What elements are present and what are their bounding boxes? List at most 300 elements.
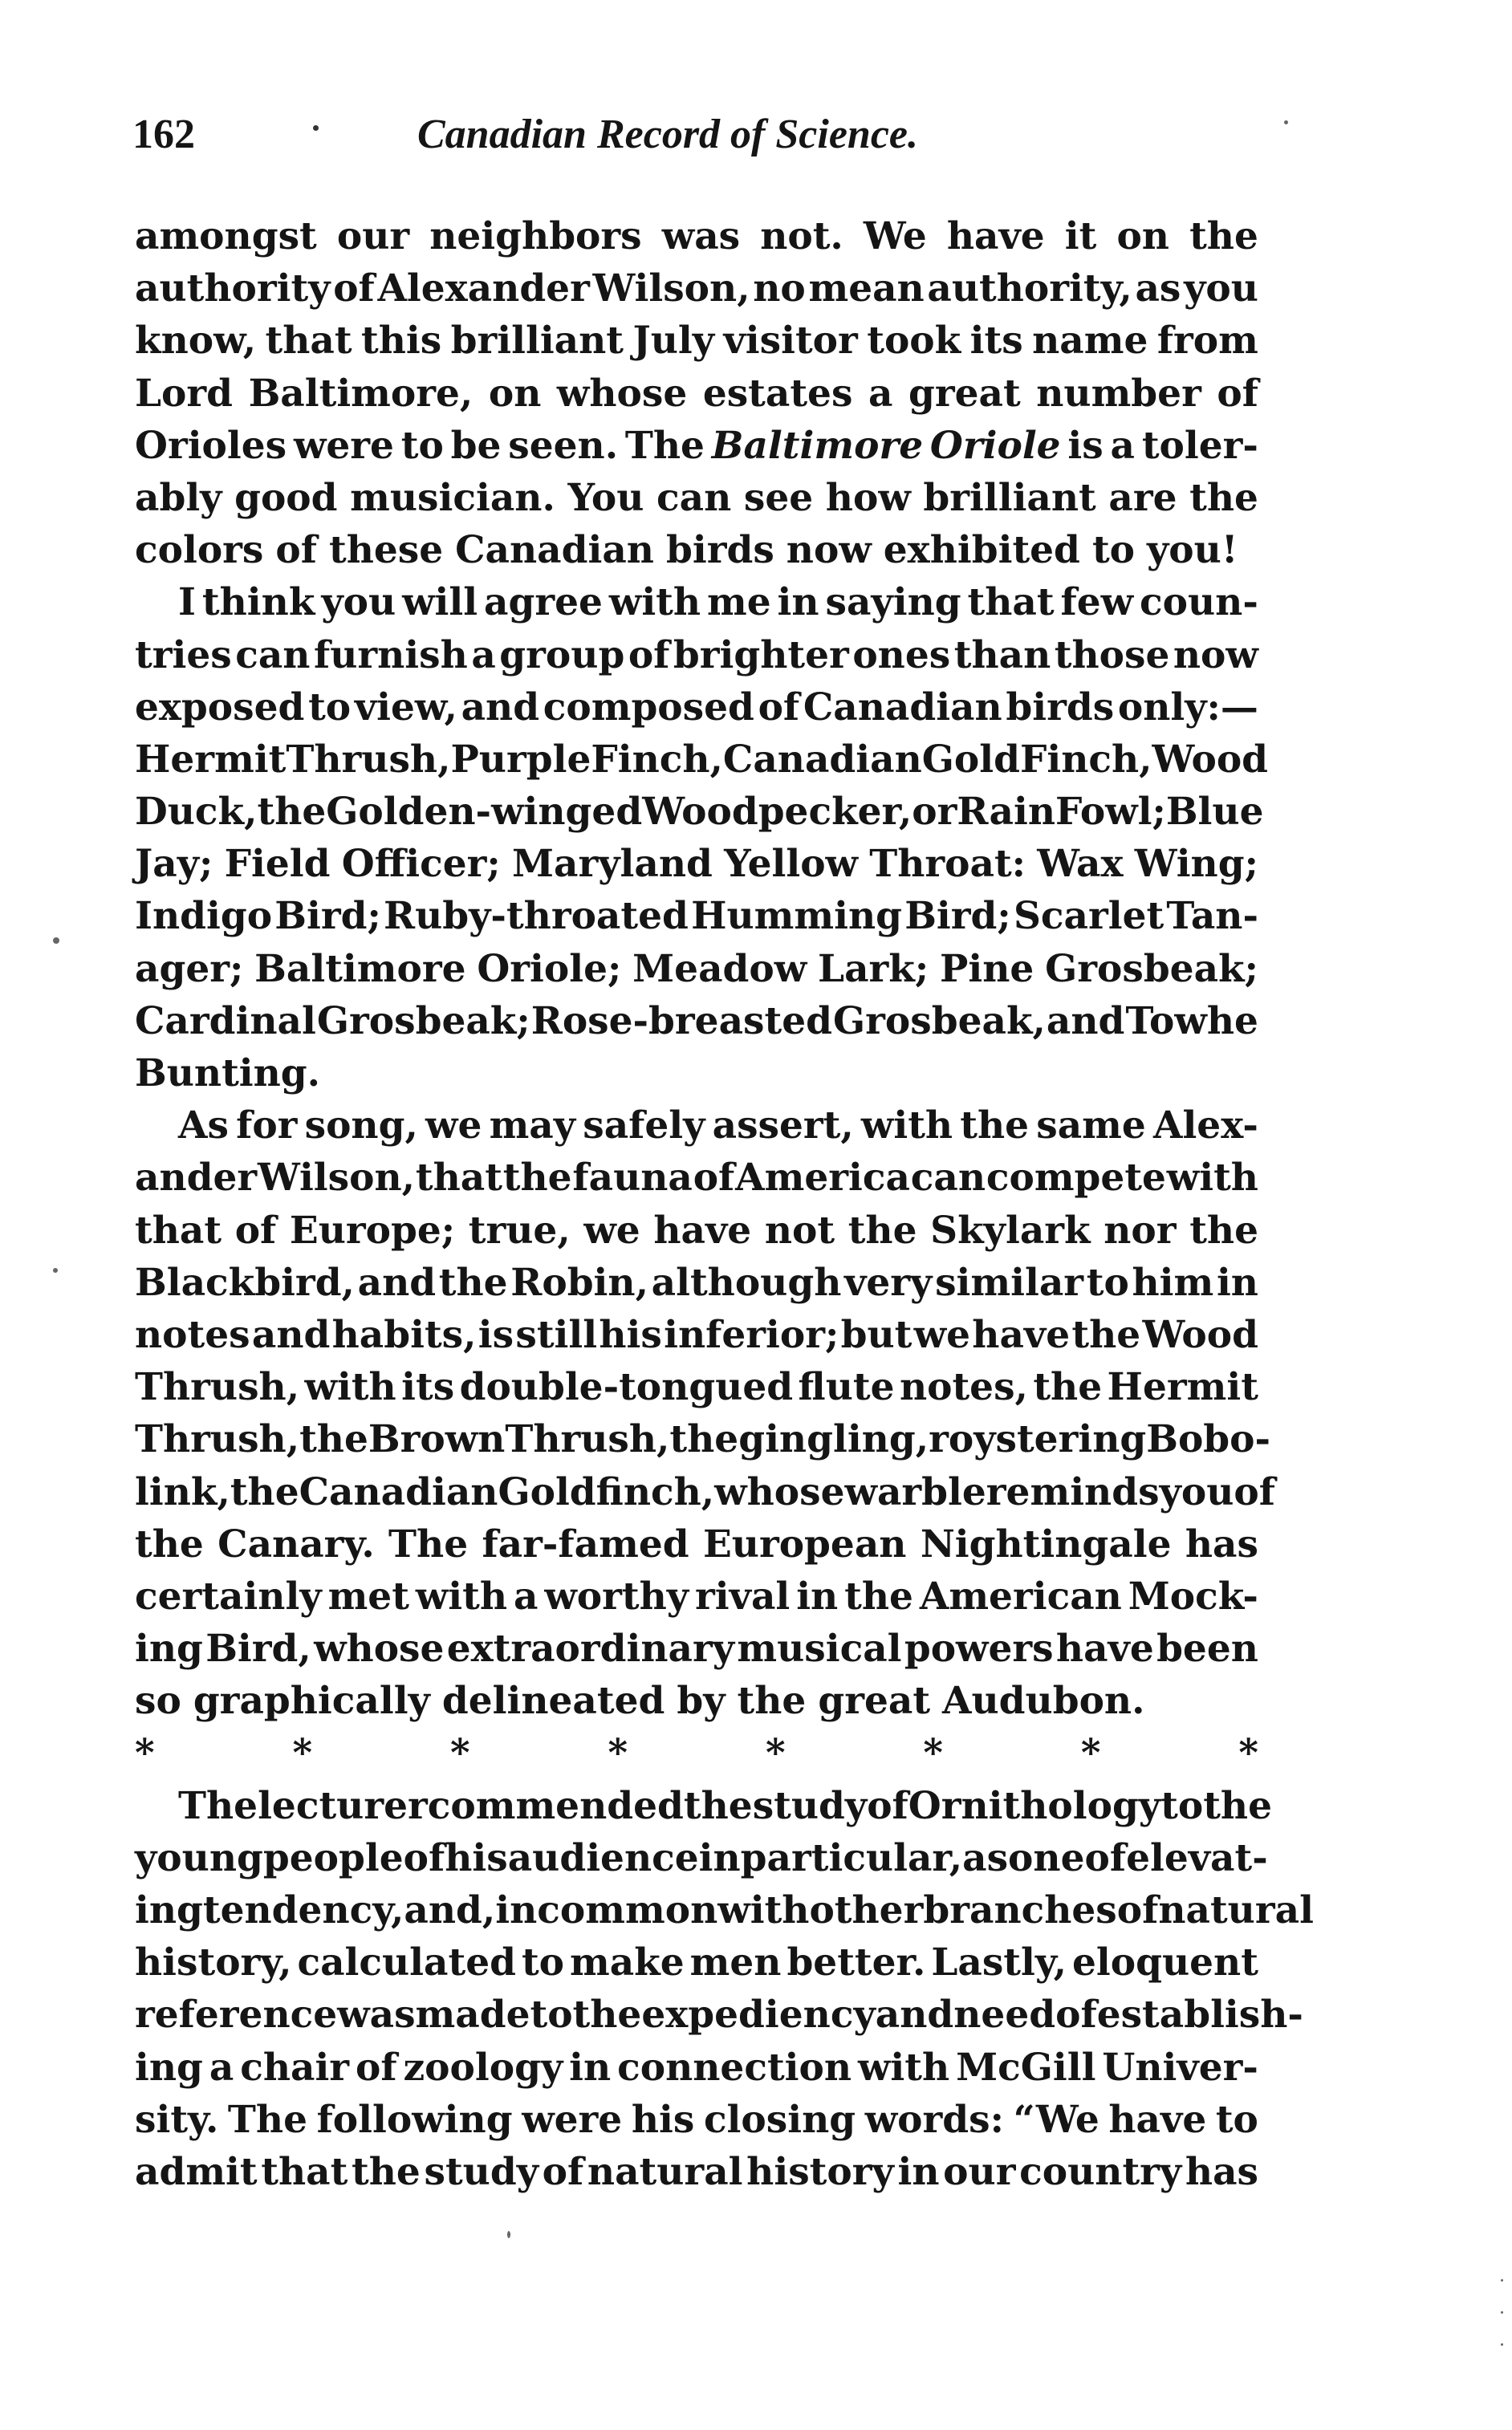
word: from xyxy=(1156,319,1258,364)
word: Canadian xyxy=(299,1469,498,1514)
word: young xyxy=(135,1835,263,1880)
word: will xyxy=(402,580,478,625)
word: Bunting. xyxy=(135,1051,321,1095)
word: Field xyxy=(224,842,331,887)
word: Tan- xyxy=(1166,894,1258,939)
word: its xyxy=(969,319,1023,364)
word: Lark; xyxy=(818,946,929,991)
word: exhibited xyxy=(883,528,1080,573)
word: Bird; xyxy=(274,894,381,939)
word: delineated xyxy=(441,1679,665,1724)
running-title: Canadian Record of Science. xyxy=(417,112,918,157)
word: you! xyxy=(1147,528,1238,573)
word: graphically xyxy=(193,1679,430,1724)
word: the xyxy=(669,1417,739,1462)
word: a xyxy=(209,2045,234,2090)
word: Wax xyxy=(1037,842,1124,887)
word: the xyxy=(960,1103,1030,1148)
scan-speck xyxy=(1501,2311,1503,2314)
word: name xyxy=(1032,319,1148,364)
word: Gold xyxy=(921,737,1020,782)
word: but xyxy=(840,1312,912,1357)
word: chair xyxy=(240,2045,350,2090)
word: the xyxy=(1189,214,1258,258)
word: with xyxy=(717,1888,810,1932)
word: was xyxy=(661,214,741,258)
word: double-tongued xyxy=(459,1365,794,1410)
separator-asterisk: * xyxy=(1080,1731,1101,1776)
word: think xyxy=(201,580,315,625)
word: of xyxy=(693,1156,735,1201)
scan-speck xyxy=(507,2231,510,2238)
word: Orioles xyxy=(135,423,287,468)
word: Robin, xyxy=(510,1260,648,1305)
word: furnish xyxy=(313,632,468,677)
word: far-famed xyxy=(482,1522,689,1566)
word: lecturer xyxy=(258,1783,428,1828)
word: Canadian xyxy=(803,685,1002,729)
word: than xyxy=(953,632,1051,677)
text-line xyxy=(135,1832,1268,1884)
word: we xyxy=(913,1312,971,1357)
word: those xyxy=(1054,632,1170,677)
word: has xyxy=(1185,2149,1258,2194)
word: know, xyxy=(135,319,257,364)
word: Rose-breasted xyxy=(530,998,832,1043)
word: with xyxy=(860,1103,953,1148)
word: Blue xyxy=(1165,790,1264,835)
word: in xyxy=(897,2149,940,2194)
separator-asterisk: * xyxy=(608,1731,628,1776)
word: have xyxy=(1108,2097,1207,2142)
word: gingling, xyxy=(738,1417,929,1462)
word: Fowl; xyxy=(1055,790,1166,835)
word: great xyxy=(908,371,1021,416)
word: estates xyxy=(702,371,853,416)
word: Europe; xyxy=(289,1208,456,1253)
word: flute xyxy=(798,1365,895,1410)
word: although xyxy=(651,1260,842,1305)
word: its xyxy=(401,1365,455,1410)
word: nor xyxy=(1104,1208,1177,1253)
word: of xyxy=(275,528,317,573)
word: Wood xyxy=(1152,737,1269,782)
word: Lord xyxy=(135,371,234,416)
word: tendency, xyxy=(202,1888,404,1932)
text-line xyxy=(135,1518,1258,1571)
word: his xyxy=(599,1312,662,1357)
text-line xyxy=(135,210,1258,262)
word: Finch, xyxy=(1019,737,1152,782)
text-line xyxy=(135,1466,1275,1518)
word: of xyxy=(758,685,800,729)
word: the xyxy=(352,2149,421,2194)
word: Cardinal xyxy=(135,998,316,1043)
word: The xyxy=(227,2097,307,2142)
text-line xyxy=(135,1780,1272,1832)
word: have xyxy=(1055,1627,1154,1672)
word: that xyxy=(415,1156,502,1201)
word: we xyxy=(583,1208,640,1253)
word: people xyxy=(262,1835,404,1880)
word: to xyxy=(400,423,444,468)
text-line xyxy=(135,2146,1258,2198)
text-line xyxy=(135,838,1258,890)
word: Blackbird, xyxy=(135,1260,355,1305)
text-line xyxy=(135,1257,1258,1309)
word: Baltimore, xyxy=(248,371,474,416)
word: Rain xyxy=(957,790,1056,835)
word: Oriole xyxy=(929,423,1061,468)
word: Grosbeak; xyxy=(316,998,530,1043)
word: Finch, xyxy=(591,737,723,782)
word: were xyxy=(522,2097,623,2142)
word: Ruby-throated xyxy=(384,894,689,939)
text-line xyxy=(135,368,1258,420)
word: history, xyxy=(135,1940,292,1985)
word: expediency xyxy=(641,1993,876,2038)
word: the xyxy=(844,1574,913,1619)
word: reference xyxy=(135,1993,338,2038)
word: certainly xyxy=(135,1574,322,1619)
word: with xyxy=(304,1365,396,1410)
word: the xyxy=(1071,1312,1141,1357)
word: the xyxy=(572,1993,642,2038)
word: to xyxy=(530,1993,573,2038)
word: ager; xyxy=(135,946,244,991)
word: our xyxy=(336,214,410,258)
word: no xyxy=(753,266,806,311)
word: took xyxy=(867,319,961,364)
word: Brown xyxy=(368,1417,506,1462)
word: notes xyxy=(135,1312,250,1357)
word: met xyxy=(327,1574,409,1619)
word: it xyxy=(1064,214,1097,258)
word: as xyxy=(962,1835,1009,1880)
word: has xyxy=(1185,1522,1258,1566)
word: the xyxy=(1189,1208,1258,1253)
word: the xyxy=(683,1783,753,1828)
word: Alex- xyxy=(1152,1103,1258,1148)
word: and xyxy=(875,1993,954,2038)
word: on xyxy=(488,371,542,416)
text-line xyxy=(135,1361,1258,1413)
text-line xyxy=(135,2094,1258,2146)
word: only:— xyxy=(1117,685,1258,729)
text-line xyxy=(135,1623,1258,1675)
word: and xyxy=(461,685,540,729)
word: roystering xyxy=(929,1417,1147,1462)
word: so xyxy=(135,1679,181,1724)
word: is xyxy=(478,1312,514,1357)
word: song, xyxy=(304,1103,418,1148)
word: may xyxy=(489,1103,576,1148)
word: the xyxy=(299,1417,368,1462)
word: Skylark xyxy=(930,1208,1091,1253)
text-line xyxy=(135,1099,1258,1152)
word: Bird, xyxy=(205,1627,311,1672)
word: now xyxy=(1173,632,1258,677)
word: of xyxy=(1217,371,1258,416)
word: great xyxy=(818,1679,931,1724)
word: Indigo xyxy=(135,894,273,939)
scan-speck xyxy=(1284,120,1288,124)
word: Hermit xyxy=(135,737,287,782)
word: tries xyxy=(135,632,232,677)
word: compete xyxy=(986,1156,1166,1201)
word: a xyxy=(1110,423,1135,468)
word: to xyxy=(308,685,352,729)
word: Goldfinch, xyxy=(498,1469,715,1514)
word: We xyxy=(863,214,927,258)
word: how xyxy=(825,475,911,520)
word: better. xyxy=(786,1940,926,1985)
word: authority xyxy=(135,266,331,311)
text-line xyxy=(135,786,1264,838)
word: with xyxy=(1166,1156,1258,1201)
text-line xyxy=(135,1936,1258,1989)
word: audience xyxy=(507,1835,699,1880)
word: ander xyxy=(135,1156,258,1201)
word: have xyxy=(946,214,1045,258)
separator-asterisk: * xyxy=(1238,1731,1258,1776)
word: whose xyxy=(556,371,688,416)
text-line xyxy=(135,1675,1258,1727)
word: zoology xyxy=(403,2045,563,2090)
separator-asterisk: * xyxy=(135,1731,155,1776)
word: good xyxy=(234,475,338,520)
word: to xyxy=(1215,2097,1258,2142)
word: brilliant xyxy=(923,475,1096,520)
word: of xyxy=(234,1208,277,1253)
word: in xyxy=(569,2045,612,2090)
word: can xyxy=(656,475,732,520)
word: similar xyxy=(935,1260,1084,1305)
word: amongst xyxy=(135,214,317,258)
word: Woodpecker, xyxy=(642,790,912,835)
word: for xyxy=(236,1103,298,1148)
text-line xyxy=(135,576,1258,628)
word: branches xyxy=(923,1888,1117,1932)
word: ones xyxy=(852,632,951,677)
scan-speck xyxy=(53,937,59,944)
word: rival xyxy=(695,1574,791,1619)
word: the xyxy=(1203,1783,1272,1828)
word: link, xyxy=(135,1469,230,1514)
word: not xyxy=(764,1208,835,1253)
text-line xyxy=(135,420,1258,472)
word: group xyxy=(499,632,625,677)
word: Thrush, xyxy=(135,1365,300,1410)
word: the xyxy=(1033,1365,1103,1410)
word: the xyxy=(257,790,327,835)
word: is xyxy=(1067,423,1104,468)
word: brighter xyxy=(673,632,849,677)
header-dot xyxy=(313,125,319,131)
word: authority, xyxy=(927,266,1132,311)
word: make xyxy=(570,1940,685,1985)
word: our xyxy=(943,2149,1016,2194)
word: Wing; xyxy=(1134,842,1258,887)
word: him xyxy=(1132,1260,1214,1305)
word: composed xyxy=(543,685,754,729)
word: powers xyxy=(904,1627,1054,1672)
word: particular, xyxy=(740,1835,963,1880)
word: Canadian xyxy=(722,737,922,782)
word: Humming xyxy=(691,894,902,939)
word: neighbors xyxy=(429,214,642,258)
word: true, xyxy=(468,1208,571,1253)
word: that xyxy=(261,2149,348,2194)
word: and xyxy=(1046,998,1125,1043)
word: you xyxy=(1184,266,1258,311)
word: see xyxy=(743,475,814,520)
word: have xyxy=(653,1208,752,1253)
word: in xyxy=(777,580,819,625)
word: study xyxy=(424,2149,539,2194)
separator-asterisk: * xyxy=(292,1731,313,1776)
word: connection xyxy=(617,2045,852,2090)
word: July xyxy=(632,319,715,364)
word: Lastly, xyxy=(931,1940,1067,1985)
word: that xyxy=(135,1208,222,1253)
word: with xyxy=(608,580,701,625)
word: same xyxy=(1036,1103,1146,1148)
word: in xyxy=(495,1888,538,1932)
word: commended xyxy=(427,1783,684,1828)
word: Wilson, xyxy=(258,1156,416,1201)
word: not. xyxy=(760,214,843,258)
word: You xyxy=(567,475,644,520)
word: been xyxy=(1156,1627,1258,1672)
word: Oriole; xyxy=(477,946,622,991)
text-line xyxy=(135,1047,1258,1099)
word: visitor xyxy=(723,319,858,364)
text-line xyxy=(135,1309,1258,1361)
text-line xyxy=(135,1884,1314,1936)
word: mean xyxy=(808,266,925,311)
word: sity. xyxy=(135,2097,219,2142)
word: of xyxy=(1084,1835,1127,1880)
word: Wood xyxy=(1142,1312,1258,1357)
word: study xyxy=(752,1783,868,1828)
word: America xyxy=(735,1156,910,1201)
word: this xyxy=(361,319,442,364)
word: words: xyxy=(864,2097,1004,2142)
word: the xyxy=(502,1156,572,1201)
word: me xyxy=(706,580,771,625)
word: few xyxy=(1060,580,1134,625)
word: that xyxy=(967,580,1055,625)
text-line xyxy=(135,681,1258,733)
word: The xyxy=(388,1522,469,1566)
scan-speck xyxy=(53,1268,58,1273)
word: “We xyxy=(1013,2097,1099,2142)
word: were xyxy=(293,423,394,468)
word: that xyxy=(265,319,352,364)
word: European xyxy=(702,1522,907,1566)
word: following xyxy=(316,2097,513,2142)
word: admit xyxy=(135,2149,258,2194)
word: common xyxy=(537,1888,718,1932)
word: coun- xyxy=(1140,580,1258,625)
word: on xyxy=(1116,214,1169,258)
word: extraordinary xyxy=(446,1627,735,1672)
word: and xyxy=(357,1260,437,1305)
word: notes, xyxy=(899,1365,1028,1410)
word: Maryland xyxy=(511,842,713,887)
word: calculated xyxy=(297,1940,516,1985)
scan-speck xyxy=(1501,2343,1503,2346)
word: Thrush, xyxy=(505,1417,670,1462)
word: in xyxy=(1216,1260,1258,1305)
text-line xyxy=(135,1152,1258,1204)
word: can xyxy=(235,632,311,677)
word: Bobo- xyxy=(1146,1417,1271,1462)
text-line xyxy=(135,733,1269,786)
text-line xyxy=(135,2042,1258,2094)
word: whose xyxy=(314,1627,445,1672)
word: and xyxy=(251,1312,331,1357)
word: of xyxy=(1116,1888,1159,1932)
word: ably xyxy=(135,475,222,520)
word: The xyxy=(178,1783,258,1828)
word: worthy xyxy=(544,1574,689,1619)
word: Bird; xyxy=(904,894,1011,939)
word: Mock- xyxy=(1128,1574,1258,1619)
word: Purple xyxy=(450,737,591,782)
word: Hermit xyxy=(1107,1365,1258,1410)
word: these xyxy=(328,528,444,573)
word: Grosbeak, xyxy=(833,998,1046,1043)
word: the xyxy=(230,1469,299,1514)
word: eloquent xyxy=(1072,1940,1258,1985)
word: Duck, xyxy=(135,790,258,835)
word: number xyxy=(1036,371,1201,416)
word: musical xyxy=(737,1627,902,1672)
text-line xyxy=(135,262,1258,315)
word: you xyxy=(321,580,396,625)
word: natural xyxy=(587,2149,743,2194)
word: Baltimore xyxy=(711,423,924,468)
word: now xyxy=(786,528,872,573)
word: fauna xyxy=(572,1156,693,1201)
word: Jay; xyxy=(135,842,213,887)
word: Canary. xyxy=(217,1522,375,1566)
word: Nightingale xyxy=(920,1522,1172,1566)
text-line xyxy=(135,890,1258,942)
separator-asterisk: * xyxy=(923,1731,944,1776)
word: McGill xyxy=(956,2045,1096,2090)
text-line xyxy=(135,315,1258,367)
word: by xyxy=(677,1679,726,1724)
word: colors xyxy=(135,528,264,573)
word: a xyxy=(513,1574,539,1619)
word: establish- xyxy=(1096,1993,1303,2038)
word: of xyxy=(1234,1469,1275,1514)
word: in xyxy=(698,1835,741,1880)
separator-asterisk: * xyxy=(449,1731,470,1776)
word: his xyxy=(445,1835,508,1880)
page-header xyxy=(132,111,1384,175)
word: his xyxy=(631,2097,695,2142)
section-separator xyxy=(135,1727,1258,1779)
word: other xyxy=(809,1888,924,1932)
word: of xyxy=(1055,1993,1097,2038)
word: still xyxy=(515,1312,598,1357)
word: of xyxy=(333,266,375,311)
word: American xyxy=(919,1574,1122,1619)
